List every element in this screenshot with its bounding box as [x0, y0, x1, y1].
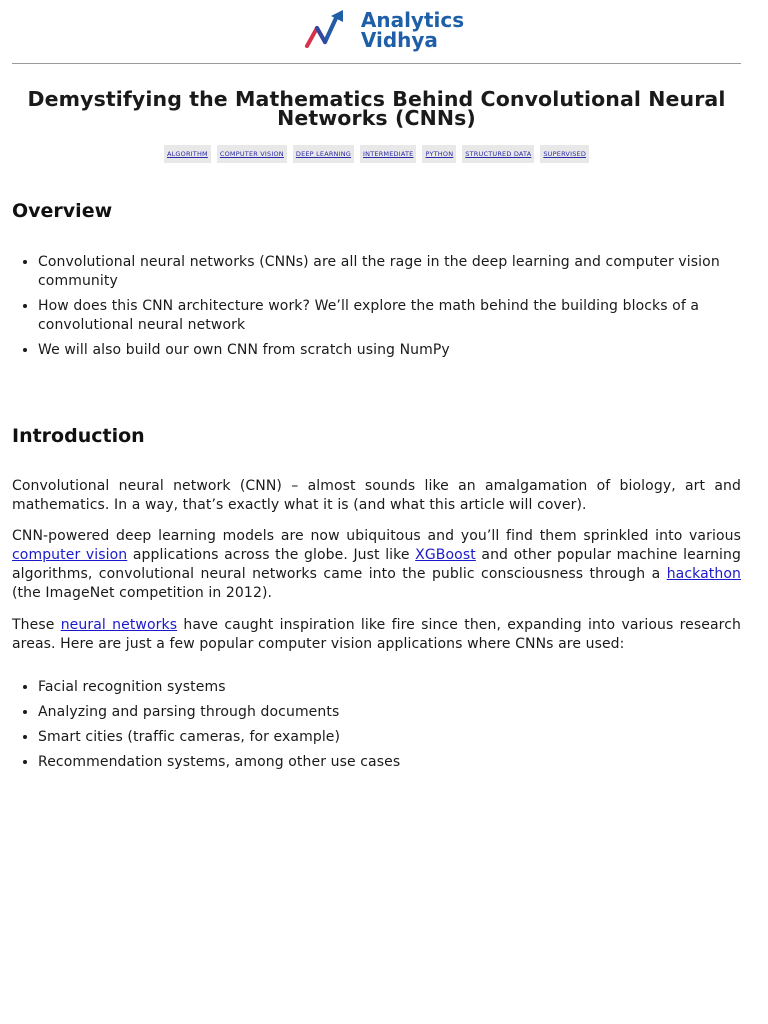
computer-vision-link[interactable]: computer vision [12, 547, 128, 563]
tag-list [12, 145, 741, 163]
site-header [12, 0, 741, 64]
paragraph-text: applications across the globe. Just like [127, 547, 416, 563]
list-item: • Facial recognition systems [38, 678, 741, 697]
tag-algorithm[interactable]: ALGORITHM [164, 145, 211, 163]
logo-line-2: Vidhya [360, 27, 438, 52]
paragraph-text: and other popular machine learning algorithms, convolutional neural networks came into the public consciousness through a [12, 547, 741, 582]
intro-paragraph-2 [12, 527, 741, 603]
list-item: • Recommendation systems, among other use cases [38, 753, 741, 772]
tag-structured-data[interactable]: STRUCTURED DATA [462, 145, 534, 163]
intro-paragraph-1: Convolutional neural network (CNN) – almost sounds like an amalgamation of biology, art and mathematics. In a way, that’s exactly what it is (and what this article will cover). [12, 478, 741, 513]
neural-networks-link[interactable]: neural networks [60, 617, 178, 633]
tag-computer-vision[interactable]: COMPUTER VISION [217, 145, 287, 163]
article-title: Demystifying the Mathematics Behind Convolutional Neural Networks (CNNs) [27, 87, 726, 130]
logo-line-1: Analytics [360, 7, 465, 32]
tag-python[interactable]: PYTHON [422, 145, 456, 163]
paragraph-text: have caught inspiration like fire since then, expanding into various research areas. Here are just a few popular computer vision applications where CNNs are used: [12, 617, 742, 652]
list-item: • Analyzing and parsing through documents [38, 703, 741, 722]
list-item: • We will also build our own CNN from scratch using NumPy [38, 341, 741, 360]
intro-paragraph-3 [12, 616, 741, 654]
applications-list [12, 678, 741, 772]
overview-heading: Overview [12, 200, 113, 222]
paragraph-text: CNN-powered deep learning models are now ubiquitous and you’ll find them sprinkled into various [12, 528, 741, 544]
tag-deep-learning[interactable]: DEEP LEARNING [293, 145, 354, 163]
list-item: • Convolutional neural networks (CNNs) are all the rage in the deep learning and computer vision community [38, 253, 741, 291]
hackathon-link[interactable]: hackathon [666, 566, 741, 582]
logo-wordmark [360, 7, 465, 52]
analytics-vidhya-logo[interactable] [305, 7, 465, 52]
list-item: • How does this CNN architecture work? We’ll explore the math behind the building blocks of a convolutional neural network [38, 297, 741, 335]
list-item: • Smart cities (traffic cameras, for example) [38, 728, 741, 747]
xgboost-link[interactable]: XGBoost [415, 547, 476, 563]
overview-list [12, 253, 741, 360]
introduction-heading: Introduction [12, 425, 145, 447]
trend-arrow-icon [305, 10, 357, 50]
tag-supervised[interactable]: SUPERVISED [540, 145, 589, 163]
paragraph-text: (the ImageNet competition in 2012). [12, 585, 273, 601]
article-page [12, 0, 741, 778]
paragraph-text: These [12, 617, 61, 633]
tag-intermediate[interactable]: INTERMEDIATE [360, 145, 416, 163]
